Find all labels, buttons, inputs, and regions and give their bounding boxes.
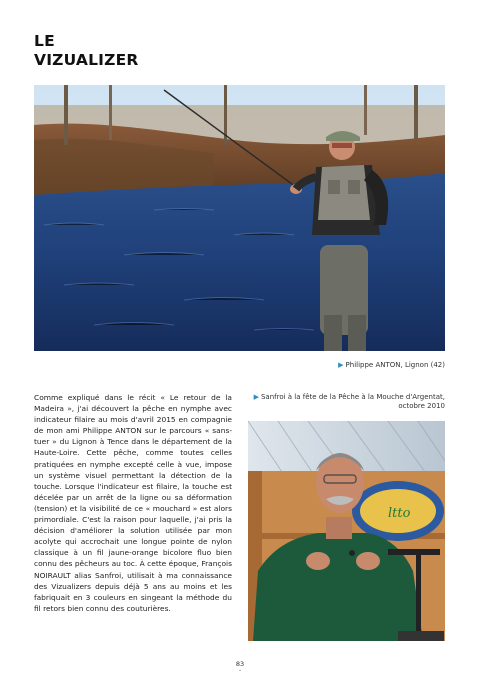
main-photo [34, 85, 445, 351]
title-line-2: VIZUALIZER [34, 51, 139, 69]
second-photo-caption-line-1: Sanfroi à la fête de la Pêche à la Mouche d'Argentat, [260, 393, 445, 401]
page-title [34, 32, 234, 70]
second-photo [248, 421, 445, 641]
body-paragraph: Comme expliqué dans le récit « Le retour de la Madeira », j'ai découvert la pêche en nymphe avec indicateur filaire au mois d'avril 2015 en compagnie de mon ami Philippe ANTON sur le parcours « sans-tuer » du Lignon à Tence dans le département de la Haute-Loire. Cette pêche, comme toutes celles pratiquées en nymphe excepté celle à vue, impose un système visuel permettant la détection de la touche. Lorsque l'indicateur est filaire, la touche est décelée par un arrêt de la ligne ou sa déformation (tension) et la visibilité de ce « mouchard » est alors primordiale. C'est la raison pour laquelle, j'ai pris la décision d'améliorer la solution utilisée par mon acolyte qui accrochait une longue pointe de nylon classique à un fil jaune-orange bicolore fluo bien connu des pêcheurs au toc. À cette époque, François NOIRAULT alias Sanfroi, utilisait à ma connaissance des Vizualizers depuis déjà 5 ans au moins et les fabriquait en 3 couleurs en singeant la méthode du fil retors bien connu des couturières. [34, 393, 232, 613]
page-number: 83 [235, 660, 245, 668]
second-photo-caption-line-2: octobre 2010 [398, 402, 445, 410]
second-photo-caption [248, 393, 445, 411]
main-photo-caption-text: Philippe ANTON, Lignon (42) [345, 361, 445, 369]
title-line-1: LE [34, 32, 55, 50]
banner-text: ltto [388, 506, 411, 521]
page-sub-mark: • [238, 668, 242, 673]
caption-arrow-icon: ▶ [338, 361, 344, 369]
caption-arrow-icon: ▶ [253, 393, 259, 401]
main-photo-caption [230, 361, 445, 370]
